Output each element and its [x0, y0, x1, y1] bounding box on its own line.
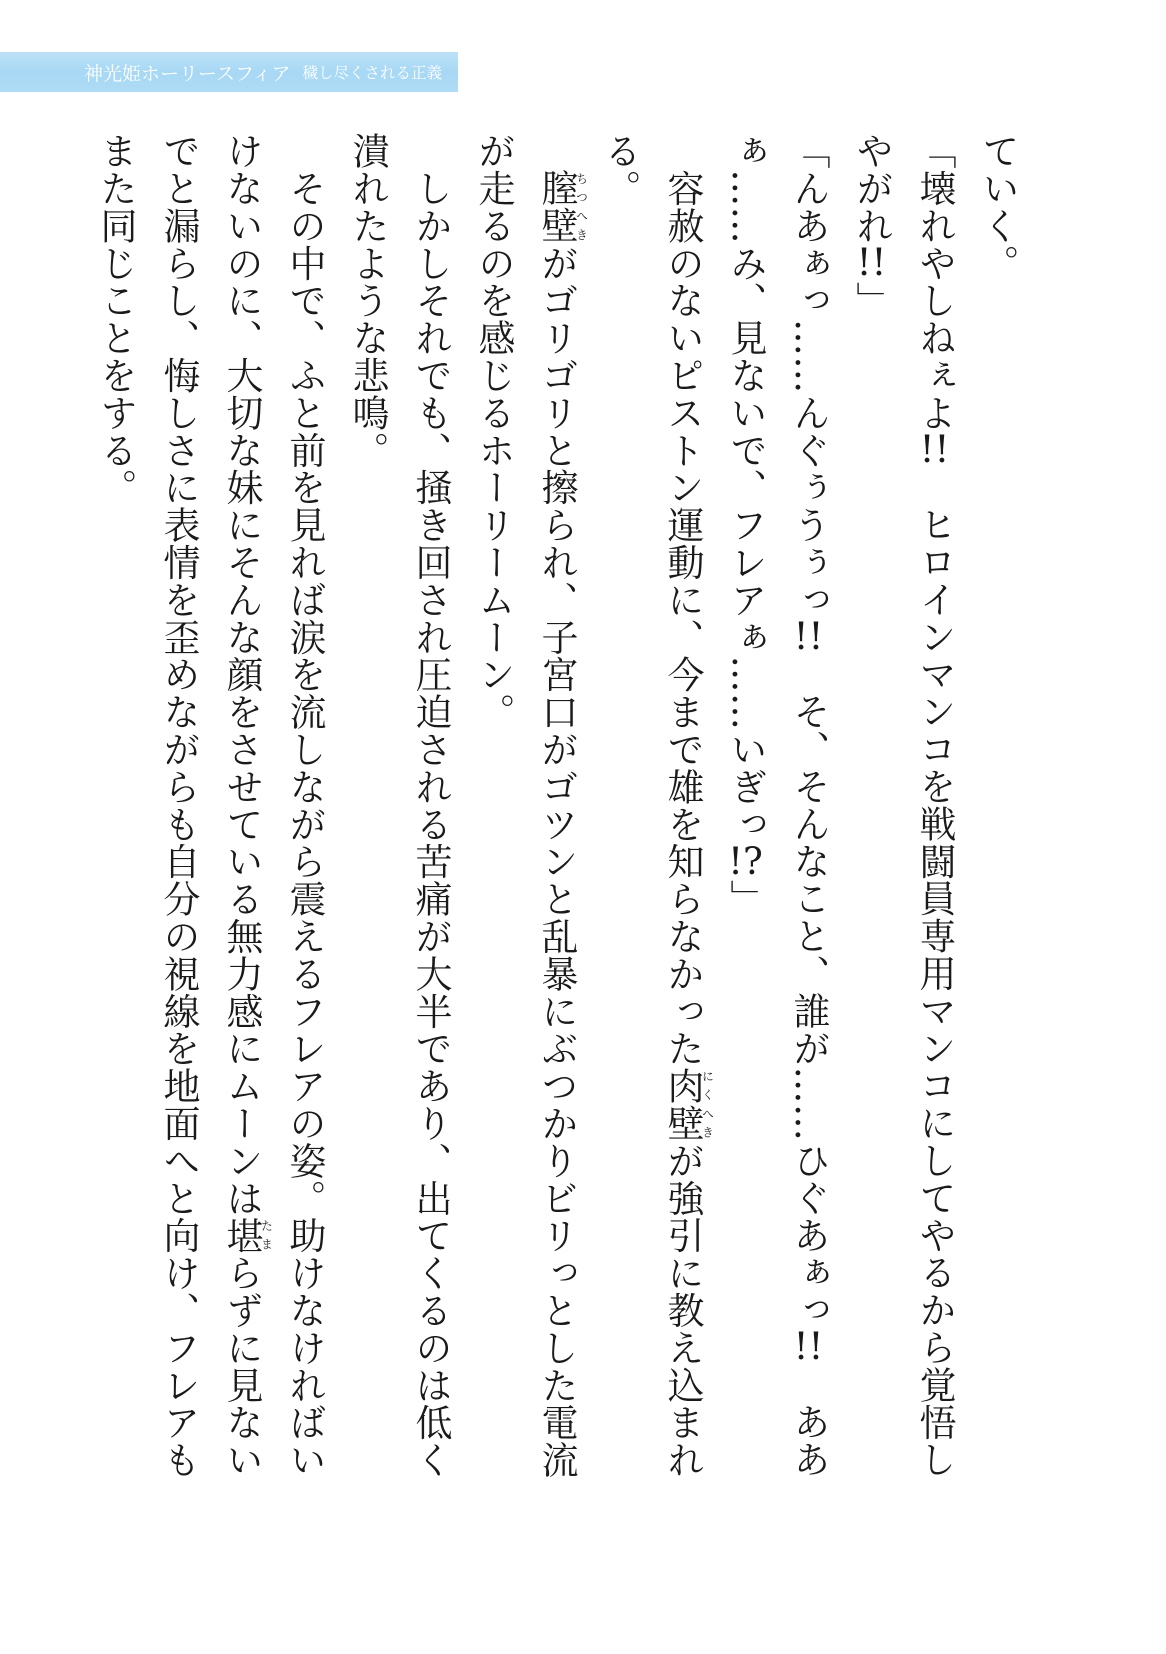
upright-punctuation: !!: [793, 618, 824, 656]
text-run: る。: [598, 132, 641, 207]
text-line: [588, 132, 651, 1532]
text-run: 」: [724, 879, 767, 918]
running-header: [0, 52, 458, 92]
text-line: [336, 132, 399, 1532]
text-run: ヒロインマンコを戦闘員専用マンコにしてやるから覚悟し: [913, 468, 956, 1479]
body-text: [84, 132, 1029, 1532]
ruby-base: 膣壁: [535, 169, 578, 245]
text-line: [147, 132, 210, 1532]
text-run: らずに見ない: [220, 1254, 263, 1479]
text-run: ていく。: [976, 132, 1019, 282]
text-line: [210, 132, 273, 1532]
text-line: [714, 132, 777, 1532]
text-run: その中で、ふと前を見れば涙を流しながら震えるフレアの姿。助けなければい: [283, 132, 326, 1479]
ruby-reading: にくへき: [700, 1067, 715, 1142]
text-run: やがれ: [850, 132, 893, 245]
text-line: [399, 132, 462, 1532]
ruby-annotated-word: [661, 1067, 715, 1142]
text-run: 容赦のないピストン運動に、今まで雄を知らなかった: [661, 132, 704, 1067]
text-run: 潰れたような悲鳴。: [346, 132, 389, 469]
text-line: [84, 132, 147, 1532]
ruby-reading: ちつへき: [574, 169, 589, 245]
chapter-title: 穢し尽くされる正義: [302, 64, 443, 82]
upright-punctuation: !!: [856, 244, 887, 282]
text-run: がゴリゴリと擦られ、子宮口がゴツンと乱暴にぶつかりビリっとした電流: [535, 244, 578, 1479]
text-run: 「壊れやしねぇよ: [913, 132, 956, 432]
text-line: [777, 132, 840, 1532]
text-line: [462, 132, 525, 1532]
text-run: [535, 132, 578, 169]
upright-punctuation: !!: [919, 431, 950, 469]
ruby-base: 肉壁: [661, 1067, 704, 1142]
text-line: [966, 132, 1029, 1532]
ruby-reading: たま: [259, 1216, 274, 1254]
ruby-annotated-word: [535, 169, 589, 245]
text-run: 」: [850, 281, 893, 319]
text-run: しかしそれでも、掻き回され圧迫される苦痛が大半であり、出てくるのは低く: [409, 132, 452, 1479]
text-run: そ、そんなこと、誰が……ひぐあぁっ: [787, 655, 830, 1329]
ruby-base: 堪: [220, 1216, 263, 1255]
text-line: [651, 132, 714, 1532]
text-run: また同じことをする。: [94, 132, 137, 506]
text-run: でと漏らし、悔しさに表情を歪めながらも自分の視線を地面へと向け、フレアも: [157, 132, 200, 1479]
text-run: が強引に教え込まれ: [661, 1141, 704, 1479]
text-run: 「んあぁっ……んぐぅうぅっ: [787, 132, 830, 619]
upright-punctuation: !!: [793, 1328, 824, 1366]
ruby-annotated-word: [220, 1216, 274, 1255]
book-title: 神光姫ホーリースフィア: [84, 62, 291, 85]
upright-punctuation: !?: [728, 842, 763, 880]
text-run: ぁ……み、見ないで、フレアぁ……いぎっ: [724, 132, 767, 843]
text-run: ああ: [787, 1365, 830, 1478]
text-line: [903, 132, 966, 1532]
text-line: [840, 132, 903, 1532]
text-run: が走るのを感じるホーリームーン。: [472, 132, 515, 731]
text-run: けないのに、大切な妹にそんな顔をさせている無力感にムーンは: [220, 132, 263, 1217]
text-line: [525, 132, 588, 1532]
text-line: [273, 132, 336, 1532]
